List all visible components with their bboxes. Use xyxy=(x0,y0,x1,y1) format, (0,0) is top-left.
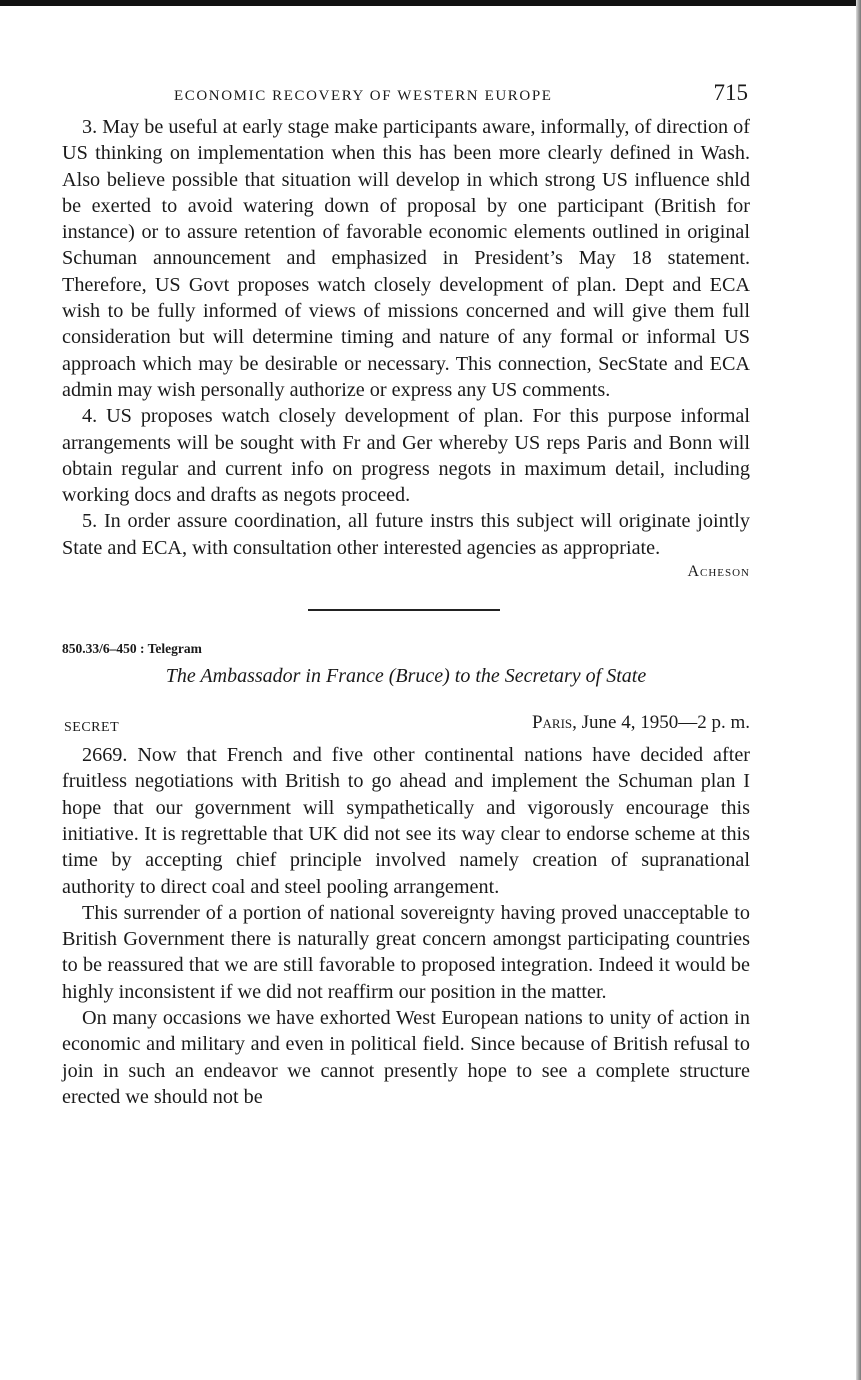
document-page xyxy=(62,78,750,1110)
classification-label: SECRET xyxy=(64,720,120,736)
page-number: 715 xyxy=(713,80,748,105)
signature: Acheson xyxy=(687,563,750,581)
telegram-paragraph: This surrender of a portion of national sovereignty having proved unacceptable to British Government there is naturally great concern amongst participating countries to be reassured that we are still favorable to proposed integration. Indeed it would be highly inconsistent if we did not reaffirm our position in the matter. xyxy=(62,901,750,1003)
classification-row xyxy=(62,710,750,740)
paragraph-4: 4. US proposes watch closely development of plan. For this purpose informal arrangements will be sought with Fr and Ger whereby US reps Paris and Bonn will obtain regular and current info on progress negots in maximum detail, including working docs and drafts as negots proceed. xyxy=(62,405,750,507)
section-divider xyxy=(308,609,500,611)
paragraph-5: 5. In order assure coordination, all future instrs this subject will originate jointly State and ECA, with consultation other interested agencies as appropriate. xyxy=(62,510,750,559)
file-reference: 850.33/6–450 : Telegram xyxy=(62,641,202,657)
dateline xyxy=(532,712,750,734)
running-title: ECONOMIC RECOVERY OF WESTERN EUROPE xyxy=(174,88,553,104)
document-title: The Ambassador in France (Bruce) to the Secretary of State xyxy=(165,665,647,688)
page-right-edge xyxy=(856,0,861,1380)
running-head xyxy=(62,78,750,114)
telegram-continuation xyxy=(62,114,750,561)
dateline-city: Paris xyxy=(531,712,573,734)
dateline-date: , June 4, 1950—2 p. m. xyxy=(572,712,750,734)
paragraph-3: 3. May be useful at early stage make participants aware, informally, of direction of US thinking on implementation when this has been more clearly defined in Wash. Also believe possible that situation will develop in which strong US influence shld be exerted to avoid watering down of proposal by one participant (British for instance) or to assure retention of favorable economic elements outlined in original Schuman announcement and emphasized in President’s May 18 statement. Therefore, US Govt proposes watch closely development of plan. Dept and ECA wish to be fully informed of views of missions concerned and will give them full consideration but will determine timing and nature of any formal or informal US approach which may be desirable or necessary. This connection, SecState and ECA admin may wish personally authorize or express any US comments. xyxy=(62,116,750,401)
page-top-edge xyxy=(0,0,861,6)
telegram-body xyxy=(62,742,750,1110)
telegram-paragraph: On many occasions we have exhorted West European nations to unity of action in economic and military and even in political field. Since because of British refusal to join in such an endeavor we cannot presently hope to see a complete structure erected we should not be xyxy=(62,1007,750,1108)
telegram-paragraph: 2669. Now that French and five other continental nations have decided after fruitless negotiations with British to go ahead and implement the Schuman plan I hope that our government will sympathetically and vigorously encourage this initiative. It is regrettable that UK did not see its way clear to endorse scheme at this time by accepting chief principle involved namely creation of supranational authority to direct coal and steel pooling arrangement. xyxy=(62,744,750,898)
